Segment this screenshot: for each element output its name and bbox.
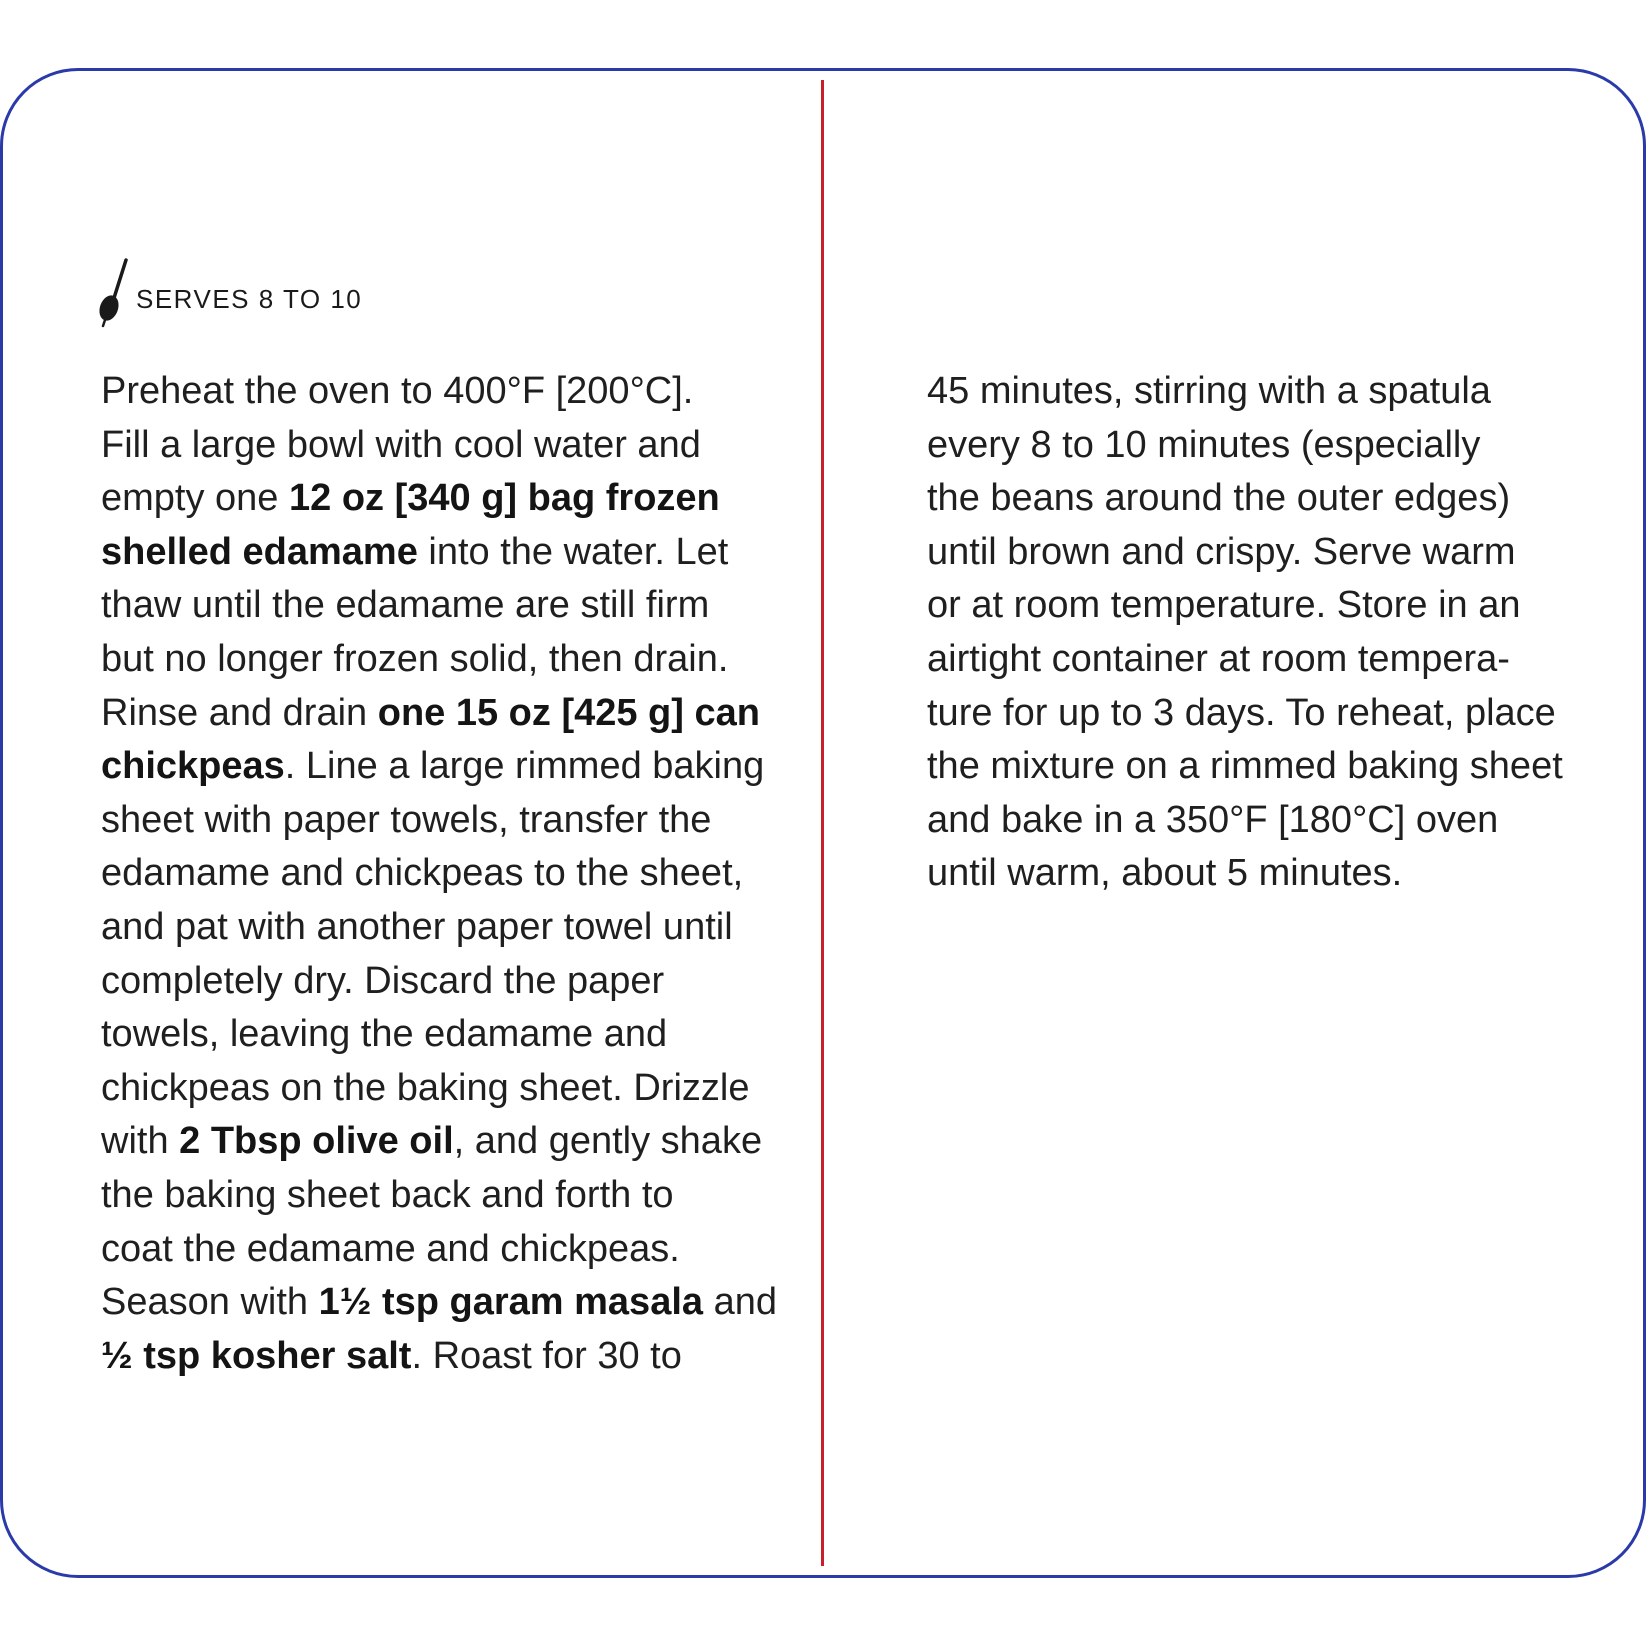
text-segment: but no longer frozen solid, then drain. — [101, 637, 729, 680]
text-line — [101, 687, 777, 741]
text-segment: . Roast for 30 to — [411, 1334, 682, 1377]
text-segment: completely dry. Discard the paper — [101, 959, 665, 1002]
text-line — [101, 472, 777, 526]
spoon-icon — [96, 258, 132, 328]
ingredient-bold: 2 Tbsp olive oil — [179, 1120, 454, 1163]
text-line — [101, 740, 777, 794]
text-line — [101, 526, 777, 580]
text-segment: into the water. Let — [417, 530, 729, 573]
text-segment: empty one — [101, 477, 289, 520]
text-line — [927, 687, 1563, 741]
text-line — [927, 633, 1563, 687]
text-segment: until warm, about 5 minutes. — [927, 852, 1403, 895]
text-line — [101, 419, 777, 473]
column-divider — [821, 80, 824, 1566]
text-line — [927, 847, 1563, 901]
text-segment: with — [101, 1120, 180, 1163]
text-segment: and — [703, 1281, 777, 1324]
text-line — [927, 740, 1563, 794]
text-segment: and bake in a 350°F [180°C] oven — [927, 798, 1499, 841]
text-line — [101, 1223, 777, 1277]
text-line — [101, 1330, 777, 1384]
text-segment: Fill a large bowl with cool water and — [101, 423, 701, 466]
text-line — [101, 955, 777, 1009]
text-segment: the mixture on a rimmed baking sheet — [927, 745, 1563, 788]
ingredient-bold: chickpeas — [101, 745, 285, 788]
text-line — [927, 526, 1563, 580]
text-segment: every 8 to 10 minutes (especially — [927, 423, 1481, 466]
text-line — [101, 901, 777, 955]
text-segment: until brown and crispy. Serve warm — [927, 530, 1516, 573]
text-line — [101, 1115, 777, 1169]
text-line — [101, 794, 777, 848]
ingredient-bold: shelled edamame — [101, 530, 418, 573]
recipe-text-right — [927, 365, 1563, 901]
text-segment: Rinse and drain — [101, 691, 378, 734]
text-line — [101, 1008, 777, 1062]
text-line — [101, 1062, 777, 1116]
text-segment: , and gently shake — [453, 1120, 763, 1163]
text-line — [927, 419, 1563, 473]
text-segment: chickpeas on the baking sheet. Drizzle — [101, 1066, 750, 1109]
ingredient-bold: 12 oz [340 g] bag frozen — [289, 477, 720, 520]
recipe-text-left — [101, 365, 777, 1383]
text-segment: and pat with another paper towel until — [101, 905, 733, 948]
text-segment: the baking sheet back and forth to — [101, 1173, 674, 1216]
text-segment: edamame and chickpeas to the sheet, — [101, 852, 744, 895]
serves-label: SERVES 8 TO 10 — [136, 283, 363, 314]
text-line — [101, 633, 777, 687]
ingredient-bold: ½ tsp kosher salt — [101, 1334, 412, 1377]
text-segment: coat the edamame and chickpeas. — [101, 1227, 680, 1270]
text-segment: sheet with paper towels, transfer the — [101, 798, 712, 841]
text-line — [101, 847, 777, 901]
ingredient-bold: one 15 oz [425 g] can — [377, 691, 760, 734]
text-segment: or at room temperature. Store in an — [927, 584, 1521, 627]
text-line — [101, 365, 777, 419]
text-line — [101, 579, 777, 633]
text-segment: 45 minutes, stirring with a spatula — [927, 370, 1491, 412]
text-line — [101, 1276, 777, 1330]
text-line — [927, 365, 1563, 419]
text-segment: . Line a large rimmed baking — [284, 745, 765, 788]
text-segment: ture for up to 3 days. To reheat, place — [927, 691, 1556, 734]
text-segment: Preheat the oven to 400°F [200°C]. — [101, 370, 694, 412]
text-segment: towels, leaving the edamame and — [101, 1013, 668, 1056]
text-segment: thaw until the edamame are still firm — [101, 584, 710, 627]
text-segment: Season with — [101, 1281, 319, 1324]
text-segment: airtight container at room tempera- — [927, 637, 1510, 680]
serves-header — [96, 258, 362, 328]
text-line — [927, 794, 1563, 848]
text-line — [927, 472, 1563, 526]
text-segment: the beans around the outer edges) — [927, 477, 1511, 520]
ingredient-bold: 1½ tsp garam masala — [318, 1281, 704, 1324]
text-line — [927, 579, 1563, 633]
text-line — [101, 1169, 777, 1223]
